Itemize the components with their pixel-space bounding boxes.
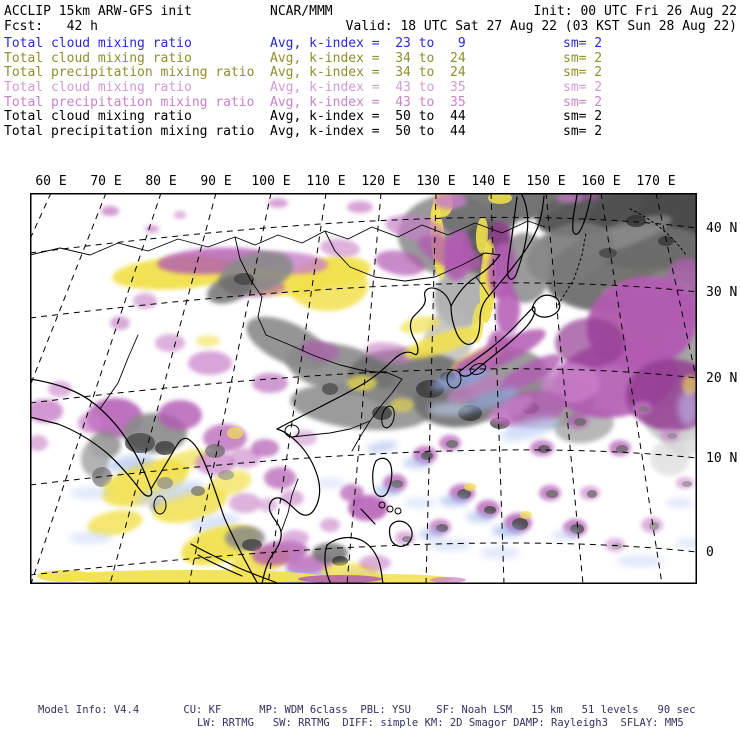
- weather-field-patch: [70, 487, 110, 499]
- legend-row: [0, 110, 740, 124]
- weather-field-patch: [101, 206, 119, 216]
- legend-row: [0, 96, 740, 110]
- legend-smoothing-value: sm= 2: [563, 50, 603, 66]
- weather-field-patch: [205, 444, 225, 458]
- legend-variable-label: Total precipitation mixing ratio: [4, 65, 255, 81]
- weather-field-patch: [281, 530, 309, 546]
- weather-field-patch: [552, 530, 580, 540]
- weather-field-patch: [649, 522, 659, 530]
- weather-field-patch: [319, 237, 360, 258]
- legend-row: [0, 66, 740, 80]
- weather-field-patch: [110, 316, 130, 330]
- lon-tick-label: 170 E: [636, 174, 676, 189]
- weather-field-patch: [227, 427, 243, 439]
- legend-smoothing-value: sm= 2: [563, 94, 603, 110]
- legend-smoothing-value: sm= 2: [563, 79, 603, 95]
- weather-field-patch: [218, 470, 234, 480]
- weather-field-patch: [419, 529, 445, 539]
- model-config-line2: LW: RRTMG SW: RRTMG DIFF: simple KM: 2D Smagor DAMP: Rayleigh3 SFLAY: MM5: [197, 717, 684, 729]
- lon-tick-label: 120 E: [361, 174, 401, 189]
- weather-field-patch: [157, 477, 173, 489]
- weather-field-patch: [428, 402, 472, 416]
- weather-field-patch: [446, 440, 458, 448]
- weather-field-patch: [258, 498, 278, 512]
- lat-tick-label: 10 N: [706, 451, 738, 466]
- weather-field-patch: [188, 351, 232, 375]
- weather-field-patch: [68, 532, 112, 544]
- legend-smoothing-value: sm= 2: [563, 109, 603, 125]
- weather-field-patch: [320, 518, 340, 532]
- lon-tick-label: 100 E: [251, 174, 291, 189]
- lon-tick-label: 80 E: [145, 174, 177, 189]
- legend-row: [0, 52, 740, 66]
- weather-field-patch: [464, 483, 476, 491]
- weather-field-patch: [280, 490, 304, 506]
- shaded-weather-fields: [30, 193, 697, 584]
- legend-kindex-value: Avg, k-index = 43 to 35: [270, 79, 466, 95]
- weather-field-patch: [667, 433, 677, 439]
- weather-field-patch: [359, 555, 391, 571]
- model-config-line1: Model Info: V4.4 CU: KF MP: WDM 6class PBL: YSU SF: Noah LSM 15 km 51 levels 90 sec: [38, 704, 696, 716]
- lon-tick-label: 70 E: [90, 174, 122, 189]
- weather-field-patch: [439, 496, 469, 506]
- country-border: [100, 335, 138, 409]
- weather-field-patch: [196, 335, 220, 347]
- weather-field-patch: [492, 525, 524, 537]
- lat-tick-label: 30 N: [706, 285, 738, 300]
- weather-field-patch: [520, 511, 532, 519]
- weather-field-patch: [155, 334, 185, 352]
- legend-kindex-value: Avg, k-index = 50 to 44: [270, 109, 466, 125]
- weather-field-patch: [268, 198, 288, 208]
- weather-field-patch: [322, 383, 338, 395]
- weather-field-patch: [174, 211, 186, 219]
- weather-field-patch: [403, 458, 431, 468]
- legend-row: [0, 37, 740, 51]
- weather-field-patch: [639, 406, 649, 412]
- weather-field-patch: [626, 215, 646, 227]
- legend-variable-label: Total precipitation mixing ratio: [4, 123, 255, 139]
- lat-tick-label: 0: [706, 545, 714, 560]
- legend-smoothing-value: sm= 2: [563, 123, 603, 139]
- legend-kindex-value: Avg, k-index = 23 to 9: [270, 36, 466, 51]
- weather-field-patch: [546, 490, 558, 498]
- legend-row: [0, 125, 740, 139]
- lon-tick-label: 160 E: [581, 174, 621, 189]
- legend-variable-label: Total cloud mixing ratio: [4, 109, 192, 125]
- lon-tick-label: 60 E: [35, 174, 67, 189]
- map-panel: [30, 193, 697, 584]
- lon-tick-label: 140 E: [471, 174, 511, 189]
- weather-field-patch: [538, 445, 550, 453]
- weather-field-patch: [234, 273, 254, 285]
- weather-field-patch: [480, 547, 520, 559]
- weather-field-patch: [158, 400, 202, 430]
- weather-field-patch: [587, 490, 597, 498]
- weather-field-patch: [191, 486, 205, 496]
- island-outline: [285, 425, 299, 437]
- weather-field-patch: [340, 484, 364, 502]
- lon-tick-label: 150 E: [526, 174, 566, 189]
- legend-smoothing-value: sm= 2: [563, 65, 603, 81]
- legend-variable-label: Total cloud mixing ratio: [4, 79, 192, 95]
- weather-field-patch: [574, 418, 586, 426]
- weather-field-patch: [78, 413, 102, 433]
- weather-field-patch: [251, 439, 279, 457]
- legend-variable-label: Total cloud mixing ratio: [4, 36, 192, 51]
- weather-field-patch: [650, 440, 690, 476]
- weather-field-patch: [466, 512, 494, 522]
- org-name: NCAR/MMM: [270, 4, 333, 19]
- forecast-hour: Fcst: 42 h: [4, 19, 98, 34]
- legend-kindex-value: Avg, k-index = 43 to 35: [270, 94, 466, 110]
- weather-field-patch: [430, 577, 466, 583]
- legend-variable-label: Total cloud mixing ratio: [4, 50, 192, 66]
- legend-smoothing-value: sm= 2: [563, 36, 603, 51]
- weather-map: [30, 193, 697, 584]
- model-title: ACCLIP 15km ARW-GFS init: [4, 4, 192, 19]
- weather-field-patch: [145, 225, 159, 233]
- weather-field-patch: [30, 435, 48, 451]
- weather-field-patch: [555, 318, 625, 368]
- lat-tick-label: 40 N: [706, 221, 738, 236]
- init-time: Init: 00 UTC Fri 26 Aug 22: [533, 4, 737, 19]
- weather-field-patch: [252, 373, 288, 393]
- longitude-gridline: [30, 193, 51, 584]
- lon-tick-label: 90 E: [200, 174, 232, 189]
- weather-field-patch: [682, 481, 692, 487]
- weather-field-patch: [293, 430, 317, 446]
- weather-field-patch: [347, 201, 373, 213]
- weather-field-patch: [616, 555, 664, 567]
- lat-tick-label: 20 N: [706, 371, 738, 386]
- lon-tick-label: 130 E: [416, 174, 456, 189]
- lon-tick-label: 110 E: [306, 174, 346, 189]
- legend-kindex-value: Avg, k-index = 34 to 24: [270, 65, 466, 81]
- legend-row: [0, 81, 740, 95]
- weather-field-patch: [55, 570, 325, 584]
- valid-time: Valid: 18 UTC Sat 27 Aug 22 (03 KST Sun 28 Aug 22): [345, 19, 737, 34]
- weather-field-patch: [404, 498, 436, 508]
- legend-variable-label: Total precipitation mixing ratio: [4, 94, 255, 110]
- weather-field-patch: [428, 539, 472, 551]
- weather-field-patch: [229, 493, 261, 513]
- weather-field-patch: [599, 248, 617, 258]
- weather-field-patch: [666, 498, 694, 508]
- weather-field-patch: [133, 293, 157, 309]
- island-outline: [395, 508, 401, 514]
- weather-field-patch: [298, 575, 382, 583]
- weather-field-patch: [616, 445, 628, 453]
- weather-field-patch: [365, 439, 398, 454]
- legend-kindex-value: Avg, k-index = 50 to 44: [270, 123, 466, 139]
- weather-field-patch: [433, 193, 467, 209]
- legend-kindex-value: Avg, k-index = 34 to 24: [270, 50, 466, 66]
- weather-field-patch: [37, 570, 93, 582]
- weather-field-patch: [676, 538, 697, 548]
- weather-field-patch: [264, 467, 296, 489]
